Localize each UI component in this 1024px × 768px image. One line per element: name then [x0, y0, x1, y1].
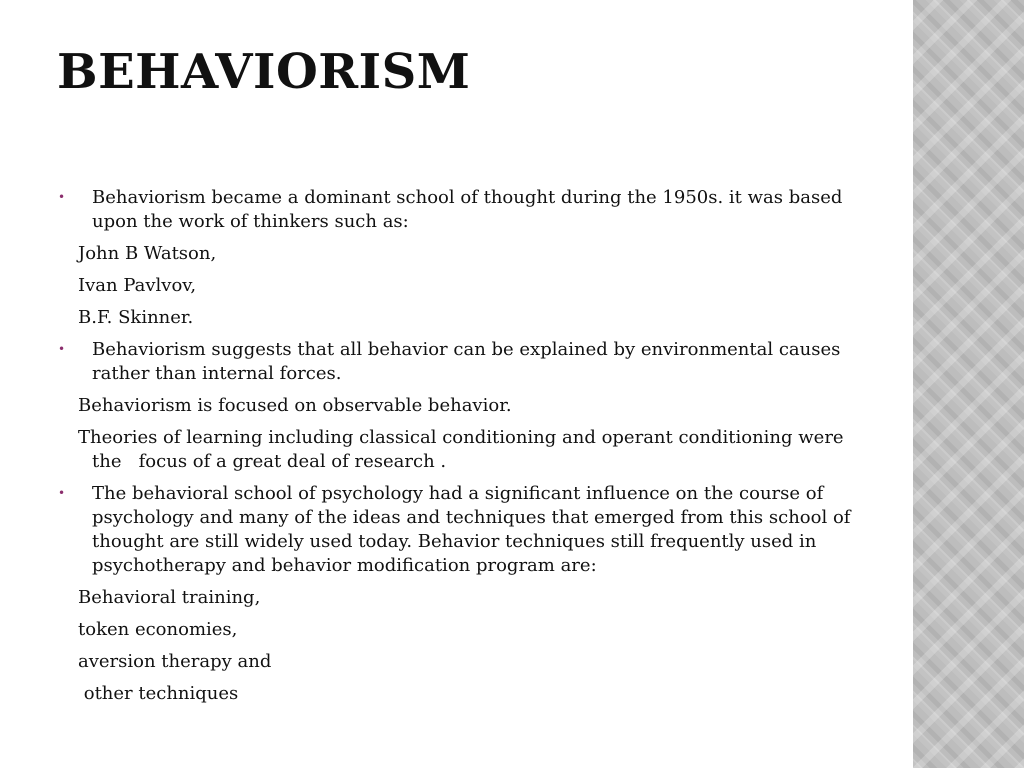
bullet-paragraph	[58, 186, 868, 234]
text-paragraph: Behavioral training,	[78, 587, 261, 608]
bullet-marker: •	[58, 342, 66, 356]
text-paragraph: B.F. Skinner.	[78, 307, 194, 328]
text-paragraph: aversion therapy and	[78, 651, 272, 672]
decorative-side-panel	[913, 0, 1024, 768]
bullet-paragraph	[58, 482, 868, 578]
text-paragraph: Ivan Pavlvov,	[78, 275, 197, 296]
slide-title: BEHAVIORISM	[57, 44, 471, 100]
bullet-marker: •	[58, 190, 66, 204]
text-paragraph: Behaviorism is focused on observable behavior.	[78, 395, 512, 416]
text-paragraph: token economies,	[78, 619, 238, 640]
bullet-text: Behaviorism suggests that all behavior can be explained by environmental causes rather than internal forces.	[92, 339, 847, 384]
text-paragraph: other techniques	[78, 683, 239, 704]
text-paragraph: John B Watson,	[78, 243, 217, 264]
bullet-text: The behavioral school of psychology had a significant influence on the course of psychology and many of the ideas and techniques that emerged from this school of thought are still widely used today. Behavior techniques still frequently used in psychotherapy and behavior modification program are:	[92, 483, 857, 576]
slide-body	[58, 186, 868, 714]
bullet-paragraph	[58, 338, 868, 386]
text-paragraph: Theories of learning including classical conditioning and operant conditioning were the focus of a great deal of research .	[78, 427, 850, 472]
bullet-text: Behaviorism became a dominant school of thought during the 1950s. it was based upon the work of thinkers such as:	[92, 187, 849, 232]
bullet-marker: •	[58, 486, 66, 500]
